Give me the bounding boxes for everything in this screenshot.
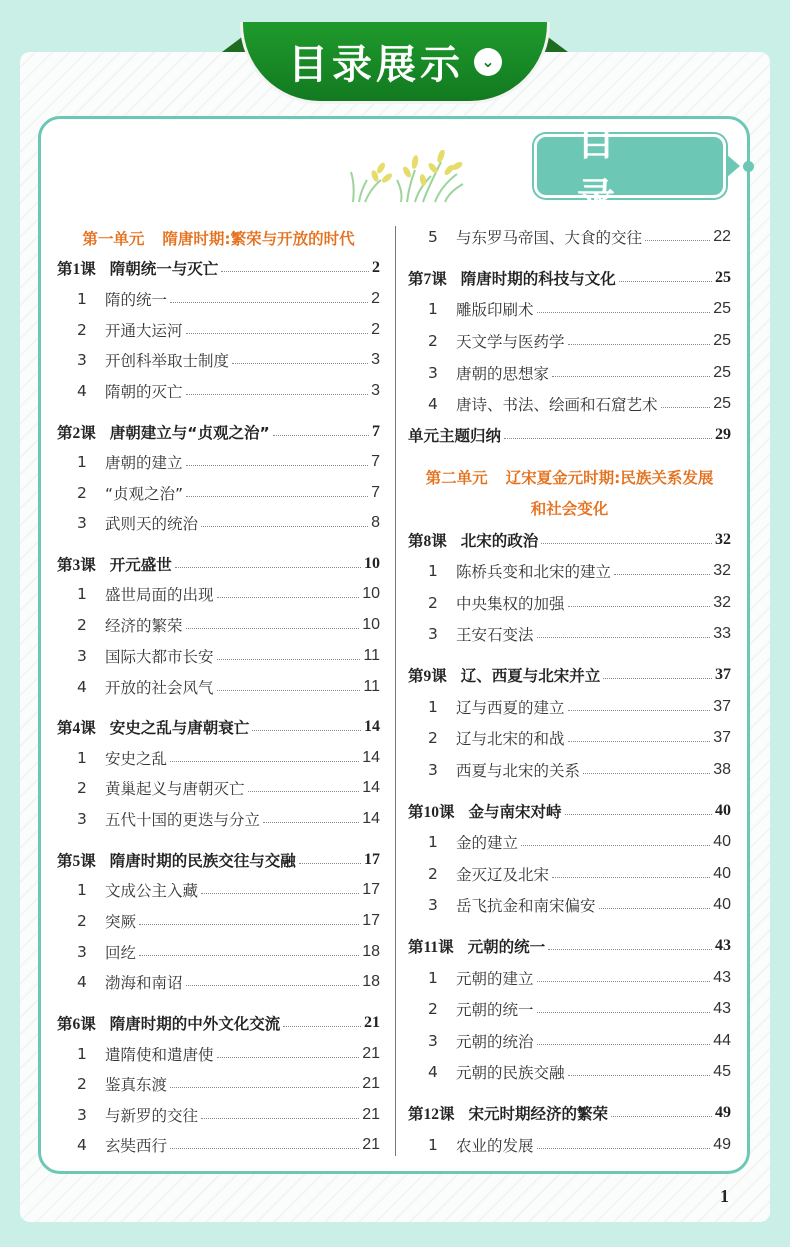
item-title: 辽与西夏的建立 — [456, 699, 565, 717]
item-title: 金的建立 — [456, 834, 519, 852]
lesson-title: 隋唐时期的科技与文化 — [460, 270, 616, 288]
toc-item[interactable]: 3 王安石变法 33 — [428, 625, 731, 644]
item-title: 五代十国的更迭与分立 — [105, 811, 261, 829]
lesson-number: 第11课 — [408, 939, 454, 956]
toc-item[interactable]: 5 与东罗马帝国、大食的交往 22 — [428, 228, 731, 247]
unit-title: 辽宋夏金元时期:民族关系发展 — [505, 469, 714, 487]
page-number: 40 — [715, 802, 731, 819]
toc-item[interactable]: 1 遣隋使和遣唐使 21 — [77, 1045, 380, 1064]
lesson-number: 第8课 — [408, 533, 447, 550]
unit-summary[interactable] — [408, 423, 731, 447]
lesson-number: 第12课 — [408, 1106, 455, 1123]
toc-lesson[interactable] — [408, 528, 731, 552]
page-number: 21 — [364, 1014, 380, 1031]
toc-item[interactable]: 1 辽与西夏的建立 37 — [428, 698, 731, 717]
toc-item[interactable]: 4 唐诗、书法、绘画和石窟艺术 25 — [428, 395, 731, 414]
item-title: 雕版印刷术 — [456, 301, 534, 319]
toc-item[interactable]: 3 与新罗的交往 21 — [77, 1106, 380, 1125]
toc-lesson[interactable] — [57, 420, 380, 444]
page-number: 29 — [715, 426, 731, 443]
unit-title-continued: 和社会变化 — [530, 500, 609, 518]
page-number: 37 — [715, 666, 731, 683]
item-title: 文成公主入藏 — [105, 882, 199, 900]
item-title: 玄奘西行 — [105, 1137, 168, 1155]
toc-item[interactable]: 4 玄奘西行 21 — [77, 1136, 380, 1155]
toc-item[interactable]: 3 回纥 18 — [77, 943, 380, 962]
toc-item[interactable]: 3 国际大都市长安 11 — [77, 647, 380, 666]
lesson-number: 第7课 — [408, 271, 447, 288]
item-title: 金灭辽及北宋 — [456, 866, 550, 884]
page-number: 14 — [364, 718, 380, 735]
toc-item[interactable]: 1 隋的统一 2 — [77, 290, 380, 309]
item-title: 元朝的统治 — [456, 1033, 534, 1051]
lesson-number: 第10课 — [408, 804, 455, 821]
lesson-title: 辽、西夏与北宋并立 — [460, 667, 601, 685]
toc-item[interactable]: 2 经济的繁荣 10 — [77, 616, 380, 635]
item-title: 遣隋使和遣唐使 — [105, 1046, 214, 1064]
item-title: 隋朝的灭亡 — [105, 383, 183, 401]
unit-name: 第二单元 — [425, 469, 488, 487]
column-divider — [395, 226, 396, 1156]
item-title: 盛世局面的出现 — [105, 586, 214, 604]
toc-item[interactable]: 4 渤海和南诏 18 — [77, 973, 380, 992]
lesson-title: 宋元时期经济的繁荣 — [468, 1105, 609, 1123]
lesson-number: 第2课 — [57, 425, 96, 442]
toc-lesson[interactable] — [57, 848, 380, 872]
page-number: 25 — [715, 269, 731, 286]
header-title: 目录展示 — [288, 42, 464, 88]
toc-item[interactable]: 2 开通大运河 2 — [77, 321, 380, 340]
page-number: 7 — [372, 423, 380, 440]
item-title: 武则天的统治 — [105, 515, 199, 533]
toc-item[interactable]: 3 五代十国的更迭与分立 14 — [77, 810, 380, 829]
lesson-number: 第1课 — [57, 261, 96, 278]
toc-item[interactable]: 1 陈桥兵变和北宋的建立 32 — [428, 562, 731, 581]
item-title: 黄巢起义与唐朝灭亡 — [105, 780, 245, 798]
toc-item[interactable]: 1 雕版印刷术 25 — [428, 300, 731, 319]
item-title: 唐朝的建立 — [105, 454, 183, 472]
item-title: 中央集权的加强 — [456, 595, 565, 613]
item-title: 农业的发展 — [456, 1137, 534, 1155]
lesson-number: 第9课 — [408, 668, 447, 685]
toc-item[interactable]: 1 唐朝的建立 7 — [77, 453, 380, 472]
toc-item[interactable]: 4 隋朝的灭亡 3 — [77, 382, 380, 401]
page-number: 17 — [364, 851, 380, 868]
unit-title: 隋唐时期:繁荣与开放的时代 — [162, 230, 355, 248]
lesson-number: 第4课 — [57, 720, 96, 737]
lesson-title: 开元盛世 — [109, 556, 172, 574]
toc-item[interactable]: 4 开放的社会风气 11 — [77, 678, 380, 697]
page-number: 10 — [364, 555, 380, 572]
lesson-title: 元朝的统一 — [467, 938, 546, 956]
toc-lesson[interactable] — [57, 1011, 380, 1035]
summary-title: 单元主题归纳 — [408, 427, 502, 445]
toc-item[interactable]: 1 盛世局面的出现 10 — [77, 585, 380, 604]
item-title: 开创科举取士制度 — [105, 352, 230, 370]
toc-item[interactable]: 3 武则天的统治 8 — [77, 514, 380, 533]
lesson-number: 第5课 — [57, 853, 96, 870]
item-title: 唐诗、书法、绘画和石窟艺术 — [456, 396, 658, 414]
item-title: 与东罗马帝国、大食的交往 — [456, 229, 643, 247]
item-title: 鉴真东渡 — [105, 1076, 168, 1094]
lesson-title: 隋唐时期的中外文化交流 — [109, 1015, 281, 1033]
toc-item[interactable]: 2 金灭辽及北宋 40 — [428, 865, 731, 884]
item-title: 元朝的民族交融 — [456, 1064, 565, 1082]
item-title: 安史之乱 — [105, 750, 168, 768]
item-title: 元朝的建立 — [456, 970, 534, 988]
item-title: 回纥 — [105, 944, 137, 962]
toc-item[interactable]: 2 元朝的统一 43 — [428, 1000, 731, 1019]
item-title: 渤海和南诏 — [105, 974, 183, 992]
toc-lesson[interactable] — [57, 552, 380, 576]
item-title: 国际大都市长安 — [105, 648, 214, 666]
header-banner — [240, 22, 550, 104]
lesson-title: 金与南宋对峙 — [468, 803, 562, 821]
toc-lesson[interactable] — [408, 934, 731, 958]
lesson-number: 第3课 — [57, 557, 96, 574]
page-number: 49 — [715, 1104, 731, 1121]
toc-item[interactable]: 1 元朝的建立 43 — [428, 969, 731, 988]
toc-item[interactable]: 2 中央集权的加强 32 — [428, 594, 731, 613]
lesson-title: 隋唐时期的民族交往与交融 — [109, 852, 296, 870]
unit-name: 第一单元 — [82, 230, 145, 248]
item-title: 开通大运河 — [105, 322, 183, 340]
lesson-title: 隋朝统一与灭亡 — [109, 260, 219, 278]
item-title: 隋的统一 — [105, 291, 168, 309]
wheat-plants-icon — [345, 150, 475, 205]
item-title: 与新罗的交往 — [105, 1107, 199, 1125]
item-title: 西夏与北宋的关系 — [456, 762, 581, 780]
toc-item[interactable]: 3 开创科举取士制度 3 — [77, 351, 380, 370]
chevron-down-icon: ⌄ — [474, 48, 502, 76]
page-footer-number: 1 — [720, 1186, 729, 1206]
item-title: 王安石变法 — [456, 626, 534, 644]
toc-heading-tab: 目 录 — [534, 134, 726, 198]
item-title: 突厥 — [105, 913, 137, 931]
toc-lesson[interactable] — [408, 799, 731, 823]
item-title: 岳飞抗金和南宋偏安 — [456, 897, 596, 915]
lesson-title: 唐朝建立与“贞观之治” — [109, 424, 270, 442]
toc-lesson[interactable] — [57, 256, 380, 280]
toc-item[interactable]: 2 黄巢起义与唐朝灭亡 14 — [77, 779, 380, 798]
toc-item[interactable]: 2 天文学与医药学 25 — [428, 332, 731, 351]
lesson-title: 北宋的政治 — [460, 532, 539, 550]
toc-item[interactable]: 3 唐朝的思想家 25 — [428, 364, 731, 383]
toc-lesson[interactable] — [408, 663, 731, 687]
item-title: 开放的社会风气 — [105, 679, 214, 697]
tab-arrow-icon — [726, 154, 740, 178]
toc-item[interactable]: 2 突厥 17 — [77, 912, 380, 931]
lesson-number: 第6课 — [57, 1016, 96, 1033]
toc-item[interactable]: 3 岳飞抗金和南宋偏安 40 — [428, 896, 731, 915]
lesson-title: 安史之乱与唐朝衰亡 — [109, 719, 250, 737]
item-title: 经济的繁荣 — [105, 617, 183, 635]
page-number: 43 — [715, 937, 731, 954]
toc-item[interactable]: 3 西夏与北宋的关系 38 — [428, 761, 731, 780]
item-title: 天文学与医药学 — [456, 333, 565, 351]
toc-item[interactable]: 3 元朝的统治 44 — [428, 1032, 731, 1051]
toc-item[interactable]: 1 安史之乱 14 — [77, 749, 380, 768]
item-title: 唐朝的思想家 — [456, 365, 550, 383]
toc-lesson[interactable] — [408, 266, 731, 290]
item-title: 陈桥兵变和北宋的建立 — [456, 563, 612, 581]
page-number: 2 — [372, 259, 380, 276]
toc-item[interactable]: 1 农业的发展 49 — [428, 1136, 731, 1155]
page-number: 32 — [715, 531, 731, 548]
toc-item[interactable]: 1 金的建立 40 — [428, 833, 731, 852]
tab-dot-icon — [743, 161, 754, 172]
toc-item[interactable]: 2 辽与北宋的和战 37 — [428, 729, 731, 748]
unit-heading[interactable] — [408, 465, 731, 489]
toc-item[interactable]: 1 文成公主入藏 17 — [77, 881, 380, 900]
toc-item[interactable]: 4 元朝的民族交融 45 — [428, 1063, 731, 1082]
item-title: 元朝的统一 — [456, 1001, 534, 1019]
item-title: 辽与北宋的和战 — [456, 730, 565, 748]
unit-heading[interactable] — [57, 226, 380, 250]
toc-item[interactable]: 2 “贞观之治” 7 — [77, 484, 380, 503]
toc-lesson[interactable] — [57, 715, 380, 739]
toc-lesson[interactable] — [408, 1101, 731, 1125]
toc-item[interactable]: 2 鉴真东渡 21 — [77, 1075, 380, 1094]
item-title: “贞观之治” — [105, 485, 184, 503]
